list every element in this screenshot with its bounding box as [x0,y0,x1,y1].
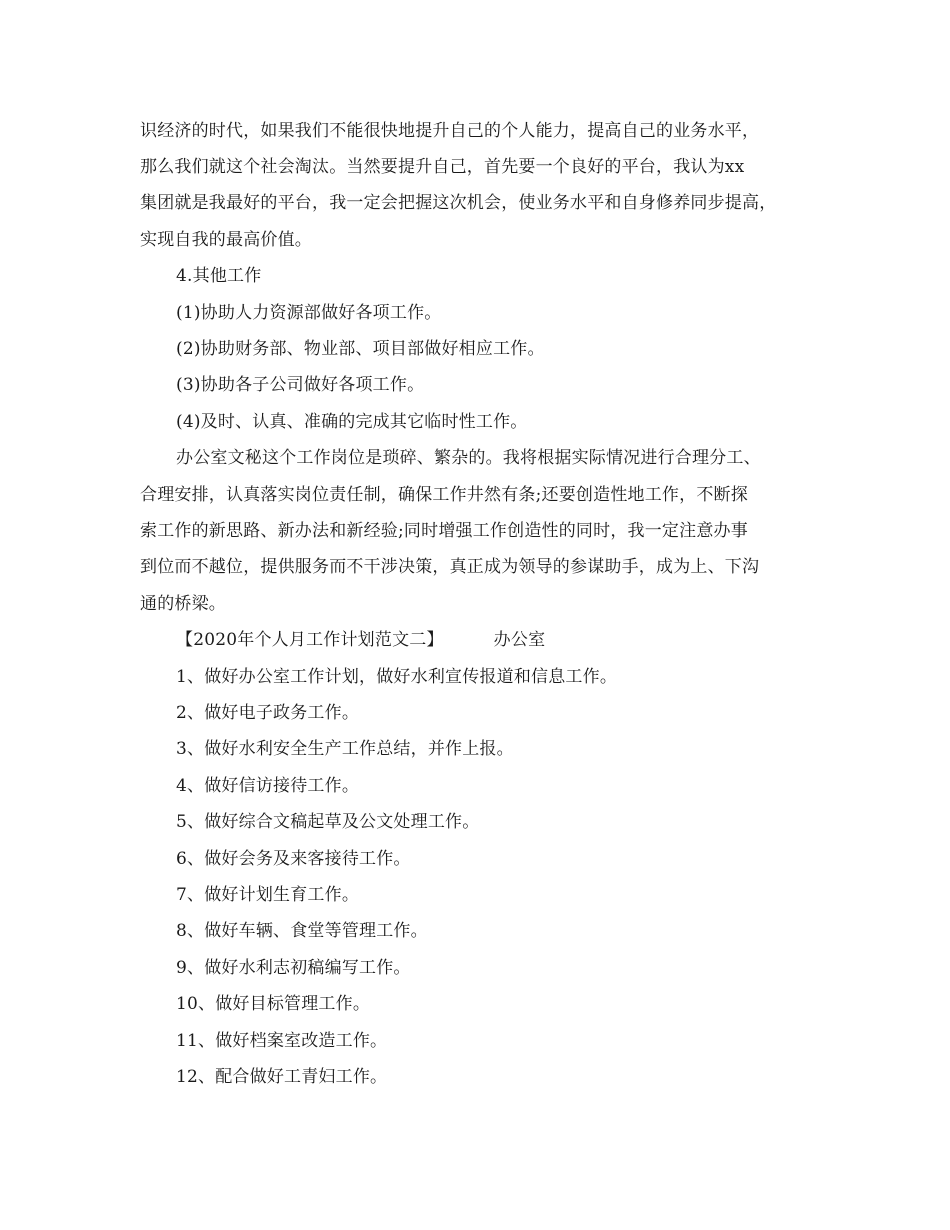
list-item: 6、做好会务及来客接待工作。 [176,849,411,869]
list-item: 11、做好档案室改造工作。 [176,1031,388,1051]
list-item: (3)协助各子公司做好各项工作。 [176,375,425,395]
section-title: 4.其他工作 [176,266,262,286]
paragraph-line: 识经济的时代，如果我们不能很快地提升自己的个人能力，提高自己的业务水平， [140,121,760,141]
paragraph-line: 通的桥梁。 [140,594,226,614]
list-item: 2、做好电子政务工作。 [176,703,360,723]
heading-title: 【2020年个人月工作计划范文二】 [176,630,444,650]
list-item: 10、做好目标管理工作。 [176,994,371,1014]
paragraph-line: 那么我们就这个社会淘汰。当然要提升自己，首先要一个良好的平台，我认为xx [140,157,745,177]
paragraph-line: 办公室文秘这个工作岗位是琐碎、繁杂的。我将根据实际情况进行合理分工、 [176,448,761,468]
list-item: (4)及时、认真、准确的完成其它临时性工作。 [176,412,528,432]
list-item: 3、做好水利安全生产工作总结，并作上报。 [176,739,514,759]
paragraph-line: 集团就是我最好的平台，我一定会把握这次机会，使业务水平和自身修养同步提高， [140,193,777,213]
list-item: 5、做好综合文稿起草及公文处理工作。 [176,812,480,832]
list-item: 8、做好车辆、食堂等管理工作。 [176,921,428,941]
paragraph-line: 合理安排，认真落实岗位责任制，确保工作井然有条;还要创造性地工作，不断探 [140,485,748,505]
list-item: 4、做好信访接待工作。 [176,776,360,796]
list-item: 12、配合做好工青妇工作。 [176,1067,388,1087]
list-item: (2)协助财务部、物业部、项目部做好相应工作。 [176,339,545,359]
section-heading [176,629,545,651]
list-item: (1)协助人力资源部做好各项工作。 [176,303,442,323]
heading-subtitle: 办公室 [493,630,546,650]
paragraph-line: 实现自我的最高价值。 [140,230,312,250]
list-item: 9、做好水利志初稿编写工作。 [176,958,411,978]
list-item: 7、做好计划生育工作。 [176,885,360,905]
list-item: 1、做好办公室工作计划，做好水利宣传报道和信息工作。 [176,667,618,687]
paragraph-line: 到位而不越位，提供服务而不干涉决策，真正成为领导的参谋助手，成为上、下沟 [140,557,760,577]
paragraph-line: 索工作的新思路、新办法和新经验;同时增强工作创造性的同时，我一定注意办事 [140,521,748,541]
